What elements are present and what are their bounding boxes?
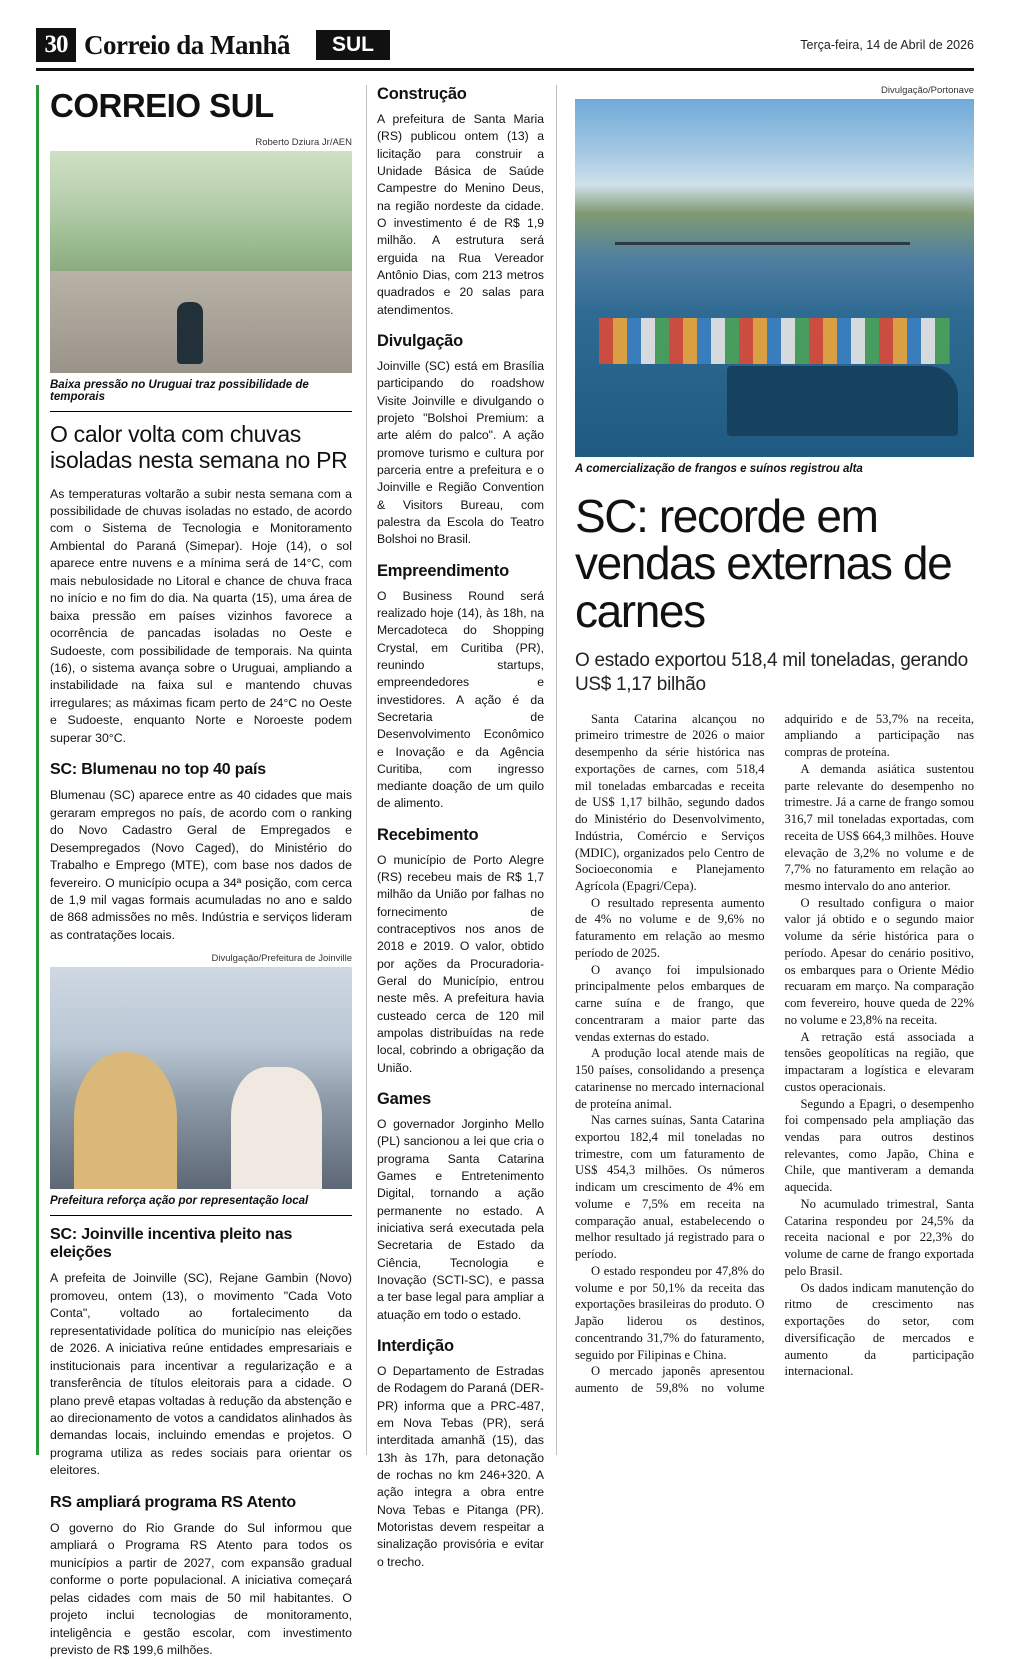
subhead-blumenau: SC: Blumenau no top 40 país — [50, 761, 266, 779]
caption-park: Baixa pressão no Uruguai traz possibilidade de temporais — [50, 373, 352, 412]
body-paragraph: Os dados indicam manutenção do ritmo de crescimento nas exportações do setor, com diversificação de mercados e aumento da participação internacional. — [784, 1280, 974, 1379]
masthead — [36, 28, 974, 71]
photo-credit-meeting: Divulgação/Prefeitura de Joinville — [211, 953, 352, 965]
photo-meeting — [50, 967, 352, 1189]
body-paragraph: O avanço foi impulsionado principalmente pelos embarques de carne suína e de frango, que concentraram a maior parte das vendas externas do estado. — [575, 962, 765, 1044]
page-folio: 30 — [36, 28, 76, 62]
brief-title: Construção — [377, 85, 467, 103]
body-joinville: A prefeita de Joinville (SC), Rejane Gambin (Novo) promoveu, ontem (13), o movimento "Cada Voto Conta", voltado ao fortalecimento da representatividade política do município nas eleições de 2026. A iniciativa reúne entidades empresariais e institucionais para incentivar a regularização e a transferência de títulos eleitorais para a cidade. O plano prevê etapas voltadas à redução da abstenção e ao direcionamento de votos a candidatos alinhados às demandas locais, incluindo emendas e projetos. O programa utiliza as redes sociais para orientar os eleitores. — [50, 1271, 352, 1478]
brief-item — [377, 1090, 544, 1324]
brief-text: O governador Jorginho Mello (PL) sancionou a lei que cria o programa Santa Catarina Games e Entretenimento Digital, tornando a ação permanente no estado. A iniciativa será executada pela Secretaria de Estado da Ciência, Tecnologia e Inovação (SCTI-SC), e passa a ter base legal para ampliar a atuação em todo o estado. — [377, 1117, 544, 1322]
body-paragraph: Segundo a Epagri, o desempenho foi compensado pela ampliação das vendas para outros destinos relevantes, como Japão, China e Chile, que mantiveram a demanda aquecida. — [784, 1096, 974, 1195]
section-title: CORREIO SUL — [50, 87, 274, 124]
page-content — [36, 85, 974, 1657]
main-headline: SC: recorde em vendas externas de carnes — [575, 490, 952, 637]
body-paragraph: O resultado representa aumento de 4% no volume e de 9,6% no faturamento em relação ao mesmo período de 2025. — [575, 895, 765, 960]
subhead-rsatento: RS ampliará programa RS Atento — [50, 1493, 296, 1511]
issue-date: Terça-feira, 14 de Abril de 2026 — [800, 38, 974, 52]
column-main-story — [556, 85, 974, 1455]
body-rsatento: O governo do Rio Grande do Sul informou que ampliará o Programa RS Atento para todos os municípios a partir de 2027, com expansão gradual conforme o porte populacional. A iniciativa começará pelas cidades com mais de 50 mil habitantes. O projeto inclui tecnologias de monitoramento, inteligência e gestão escolar, com investimento previsto de R$ 199,6 milhões. — [50, 1520, 352, 1657]
photo-park — [50, 151, 352, 373]
caption-port: A comercialização de frangos e suínos registrou alta — [575, 463, 863, 475]
brief-item — [377, 562, 544, 813]
brief-item — [377, 85, 544, 319]
brief-text: O Departamento de Estradas de Rodagem do Paraná (DER-PR) informa que a PRC-487, em Nova Tebas (PR), será interditada amanhã (15), das 13h às 17h, para detonação de rochas no km 246+320. A ação integra a obra entre Nova Tebas e Pitanga (PR). Motoristas devem respeitar a sinalização provisória e evitar o trecho. — [377, 1364, 544, 1569]
brief-text: O município de Porto Alegre (RS) recebeu mais de R$ 1,7 milhão da União por falhas no fornecimento de contraceptivos nos anos de 2018 e 2019. O valor, obtido por ações da Procuradoria-Geral do Município, entrou neste mês. A prefeitura havia custeado cerca de 120 mil ampolas distribuídas na rede local, cobrindo a obrigação da União. — [377, 852, 544, 1075]
body-paragraph: A produção local atende mais de 150 países, consolidando a presença catarinense no mercado internacional de proteína animal. — [575, 1046, 765, 1111]
brief-text: A prefeitura de Santa Maria (RS) publicou ontem (13) a licitação para construir a Unidade Básica de Saúde Campestre do Menino Deus, na região nordeste da cidade. O investimento é de R$ 1,9 milhão. A estrutura será erguida na Rua Vereador Antônio Dias, com 213 metros quadrados e 20 salas para atendimentos. — [377, 112, 544, 317]
column-left — [36, 85, 366, 1657]
brief-text: O Business Round será realizado hoje (14), às 18h, na Mercadoteca do Shopping Crystal, em Curitiba (PR), reunindo startups, empreendedores e investidores. A ação é da Secretaria de Desenvolvimento Econômico e Inovação e da Agência Curitiba, com ingresso mediante doação de um quilo de alimento. — [377, 588, 544, 811]
brief-title: Empreendimento — [377, 561, 509, 580]
subhead-joinville: SC: Joinville incentiva pleito nas eleições — [50, 1226, 293, 1262]
containers-shape — [599, 318, 950, 364]
column-briefs — [366, 85, 556, 1569]
crane-shape — [615, 242, 910, 245]
body-paragraph: O resultado configura o maior valor já obtido e o segundo maior volume da série histórica para o período. Apesar do cenário positivo, os embarques para o Oriente Médio recuaram em março. Na comparação com fevereiro, houve queda de 22% no volume e 23,8% na receita. — [784, 895, 974, 1027]
main-body — [575, 711, 974, 1397]
brief-title: Divulgação — [377, 331, 464, 350]
section-tag: SUL — [316, 30, 390, 60]
body-paragraph: Santa Catarina alcançou no primeiro trimestre de 2026 o maior desempenho da série histórica nas exportações de carnes, com 518,4 mil toneladas embarcadas e receita de US$ 1,17 bilhão, segundo dados do Ministério do Desenvolvimento, Indústria, Comércio e Serviços (MDIC), organizados pelo Centro de Socioeconomia e Planejamento Agrícola (Epagri/Cepa). — [575, 711, 765, 893]
brief-item — [377, 826, 544, 1077]
body-paragraph: A demanda asiática sustentou parte relevante do desempenho no trimestre. Já a carne de frango somou 316,7 mil toneladas exportadas, com receita de US$ 664,3 milhões. Houve elevação de 3,2% no volume e de 7,7% no faturamento em relação ao mesmo intervalo do ano anterior. — [784, 761, 974, 893]
caption-meeting: Prefeitura reforça ação por representação local — [50, 1189, 352, 1216]
body-blumenau: Blumenau (SC) aparece entre as 40 cidades que mais geraram empregos no país, de acordo com o ranking do Novo Cadastro Geral de Empregados e Desempregados (Novo Caged), do Ministério do Trabalho e Emprego (MTE), com base nos dados de fevereiro. O município ocupa a 34ª posição, com cerca de 1,9 mil vagas formais acumuladas no ano e saldo de 868 admissões no mês. Indústria e serviços lideram as contratações locais. — [50, 788, 352, 942]
body-weather: As temperaturas voltarão a subir nesta semana com a possibilidade de chuvas isoladas no estado, de acordo com o Sistema de Tecnologia e Monitoramento Ambiental do Paraná (Simepar). Hoje (14), o sol aparece entre nuvens e a mínima será de 14°C, com mais nebulosidade no Litoral e chance de chuva fraca no início e no fim do dia. Na quarta (15), uma área de baixa pressão em países vizinhos favorece a ocorrência de pancadas isoladas no Oeste e Sudoeste, com possibilidade de temporais. Na quinta (16), o sistema avança sobre o Uruguai, ampliando a instabilidade na faixa sul e mantendo chuvas irregulares; as máximas ficam perto de 24°C no Oeste e Sudoeste, enquanto Norte e Noroeste podem superar 30°C. — [50, 486, 352, 745]
green-rule — [36, 85, 39, 1455]
body-paragraph: O estado respondeu por 47,8% do volume e por 50,1% da receita das exportações brasileiras do produto. O Japão liderou os destinos, concentrando 31,7% do faturamento, seguido por Filipinas e China. — [575, 1263, 765, 1362]
body-paragraph: No acumulado trimestral, Santa Catarina respondeu por 24,5% da receita nacional e por 22,3% do volume de carne de frango exportada pelo Brasil. — [784, 1196, 974, 1278]
brief-title: Games — [377, 1090, 432, 1109]
body-paragraph: O mercado japonês apresentou aumento de 59,8% no volume adquirido e de 53,7% na receita, ampliando a participação nas compras de proteína. — [575, 711, 974, 1395]
body-paragraph: Nas carnes suínas, Santa Catarina exportou 182,4 mil toneladas no trimestre, com um faturamento de US$ 454,3 milhões. Os números indicam um crescimento de 4% em volume e 7,5% em receita na comparação anual, estabelecendo o melhor resultado já registrado para o período. — [575, 1113, 765, 1262]
photo-port — [575, 99, 974, 457]
ship-shape — [727, 366, 958, 436]
headline-weather: O calor volta com chuvas isoladas nesta semana no PR — [50, 421, 348, 473]
brief-item — [377, 1337, 544, 1571]
body-paragraph: A retração está associada a tensões geopolíticas na região, que impactaram a logística e elevaram custos operacionais. — [784, 1029, 974, 1094]
brief-title: Recebimento — [377, 825, 479, 844]
brief-title: Interdição — [377, 1337, 454, 1356]
photo-credit-park: Roberto Dziura Jr/AEN — [255, 137, 352, 148]
main-standfirst: O estado exportou 518,4 mil toneladas, gerando US$ 1,17 bilhão — [575, 650, 968, 695]
brief-item — [377, 332, 544, 549]
photo-credit-port: Divulgação/Portonave — [881, 85, 974, 96]
brief-text: Joinville (SC) está em Brasília participando do roadshow Visite Joinville e divulgando o projeto "Bolshoi Premium: a arte além do palco". A ação promove turismo e cultura por parceria entre a prefeitura e o Joinville e Região Convention & Visitors Bureau, com palestra da Escola do Teatro Bolshoi no Brasil. — [377, 358, 544, 547]
paper-name: Correio da Manhã — [84, 29, 290, 60]
